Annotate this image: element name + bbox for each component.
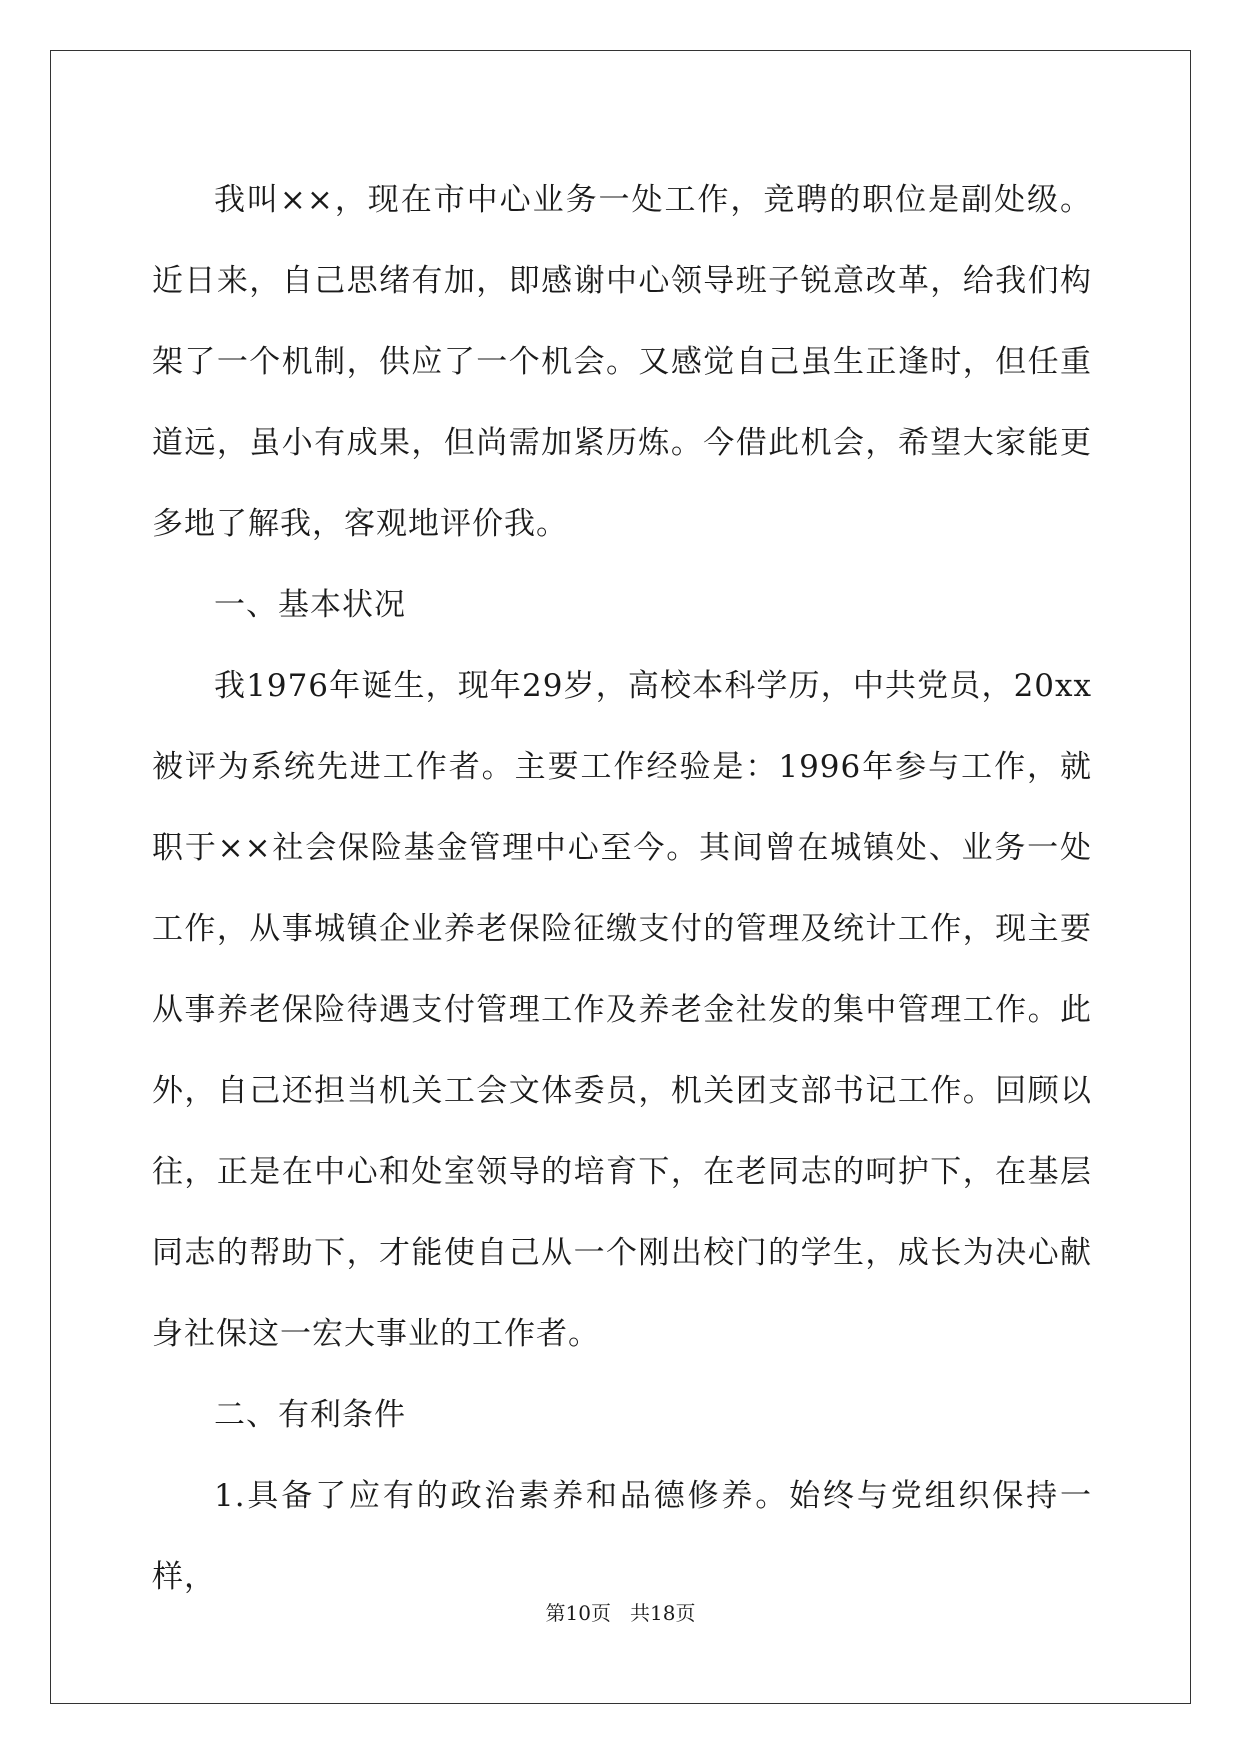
paragraph-condition-1: 1.具备了应有的政治素养和品德修养。始终与党组织保持一样，: [152, 1478, 1092, 1595]
paragraph-intro: 我叫××，现在市中心业务一处工作，竞聘的职位是副处级。近日来，自己思绪有加，即感谢中心领导班子锐意改革，给我们构架了一个机制，供应了一个机会。又感觉自己虽生正逢时，但任重道远，虽小有成果，但尚需加紧历炼。今借此机会，希望大家能更多地了解我，客观地评价我。: [152, 182, 1092, 542]
document-body: [152, 160, 1092, 1618]
page-number: 第10页: [545, 1601, 611, 1625]
section-heading-basic-situation: 一、基本状况: [214, 587, 406, 623]
total-pages: 共18页: [630, 1601, 696, 1625]
paragraph-basic-situation: 我1976年诞生，现年29岁，高校本科学历，中共党员，20xx被评为系统先进工作者。主要工作经验是：1996年参与工作，就职于××社会保险基金管理中心至今。其间曾在城镇处、业务一处工作，从事城镇企业养老保险征缴支付的管理及统计工作，现主要从事养老保险待遇支付管理工作及养老金社发的集中管理工作。此外，自己还担当机关工会文体委员，机关团支部书记工作。回顾以往，正是在中心和处室领导的培育下，在老同志的呵护下，在基层同志的帮助下，才能使自己从一个刚出校门的学生，成长为决心献身社保这一宏大事业的工作者。: [152, 668, 1092, 1352]
page-number-footer: [0, 1597, 1241, 1626]
section-heading-favorable-conditions: 二、有利条件: [214, 1397, 406, 1433]
